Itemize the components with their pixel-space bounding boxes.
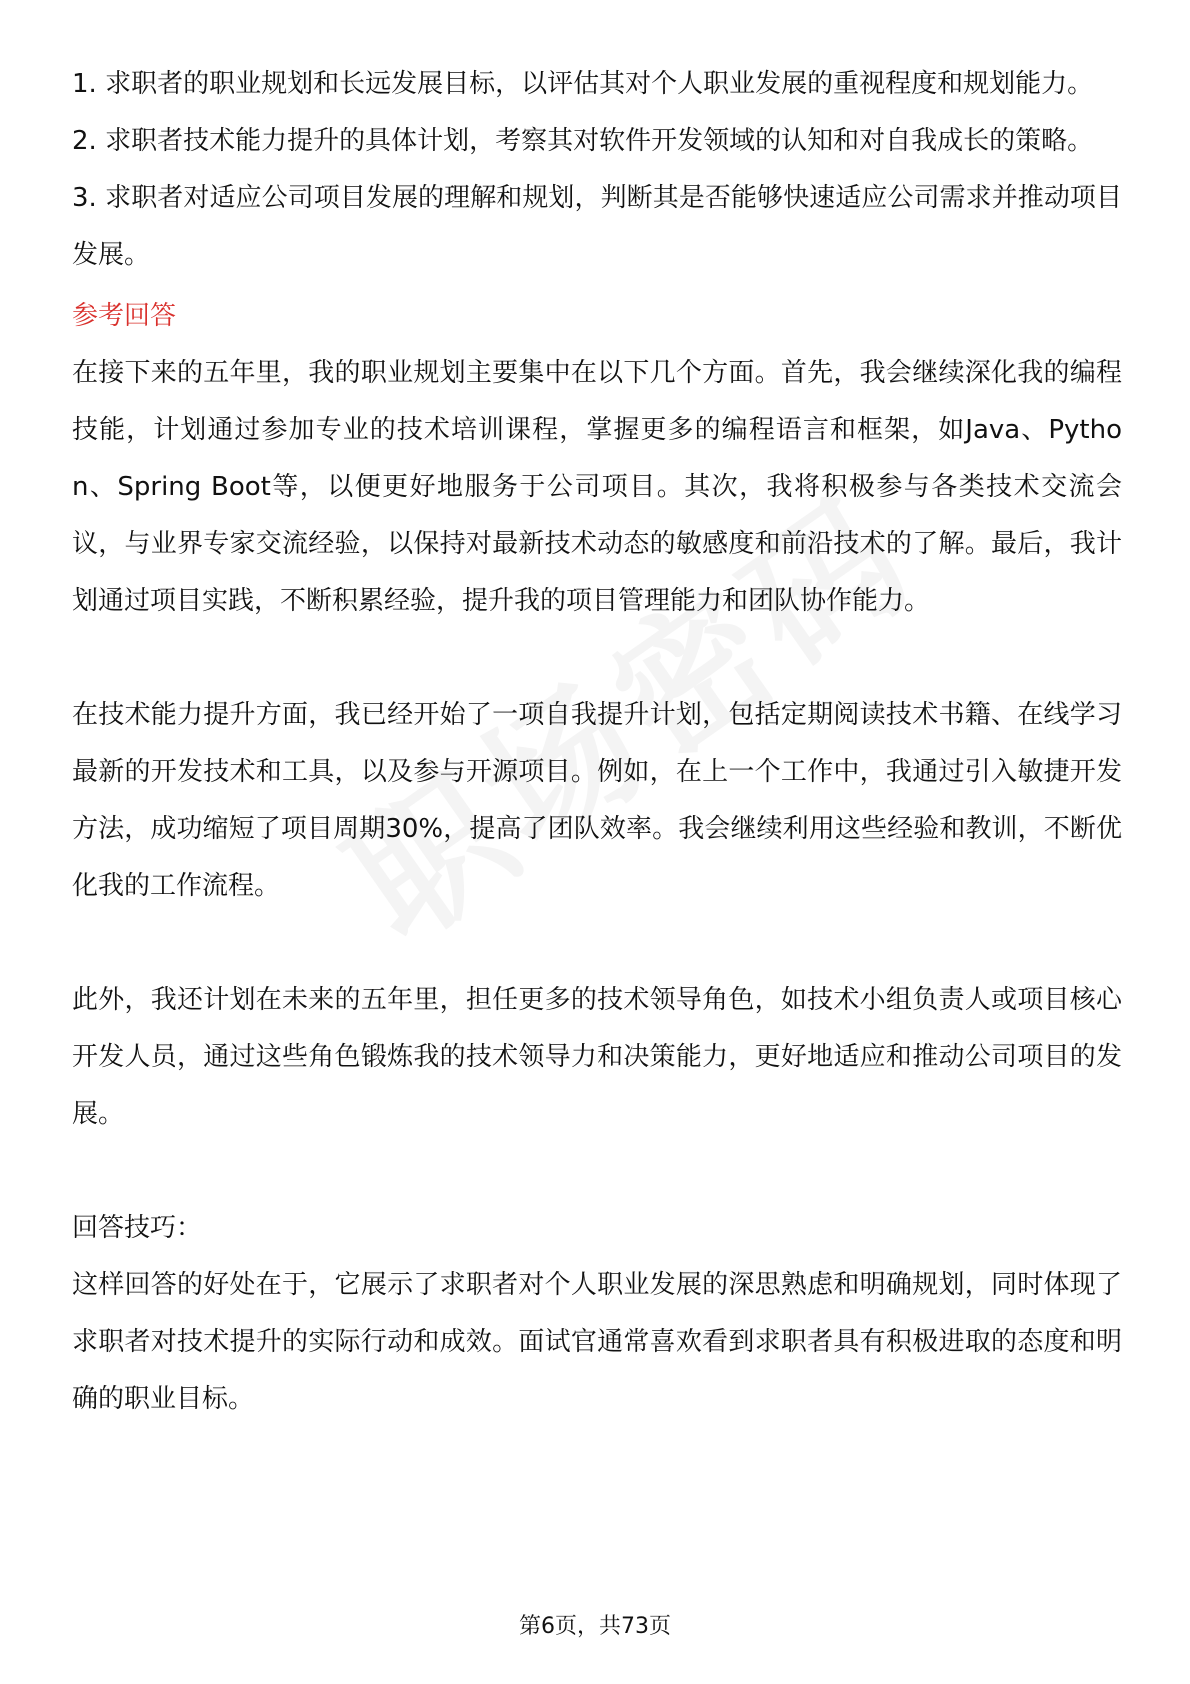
reference-paragraph-3: 此外，我还计划在未来的五年里，担任更多的技术领导角色，如技术小组负责人或项目核心开发人员，通过这些角色锻炼我的技术领导力和决策能力，更好地适应和推动公司项目的发展。 xyxy=(72,985,1122,1129)
document-page xyxy=(72,56,1122,1428)
reference-paragraph-1: 在接下来的五年里，我的职业规划主要集中在以下几个方面。首先，我会继续深化我的编程技能，计划通过参加专业的技术培训课程，掌握更多的编程语言和框架，如Java、Python、Spring Boot等，以便更好地服务于公司项目。其次，我将积极参与各类技术交流会议，与业界专家交流经验，以保持对最新技术动态的敏感度和前沿技术的了解。最后，我计划通过项目实践，不断积累经验，提升我的项目管理能力和团队协作能力。 xyxy=(72,358,1122,616)
spacer xyxy=(72,1143,1122,1200)
reference-paragraph-2: 在技术能力提升方面，我已经开始了一项自我提升计划，包括定期阅读技术书籍、在线学习最新的开发技术和工具，以及参与开源项目。例如，在上一个工作中，我通过引入敏捷开发方法，成功缩短了项目周期30%，提高了团队效率。我会继续利用这些经验和教训，不断优化我的工作流程。 xyxy=(72,700,1122,901)
criteria-item-2: 2. 求职者技术能力提升的具体计划，考察其对软件开发领域的认知和对自我成长的策略。 xyxy=(72,126,1094,156)
spacer xyxy=(72,630,1122,687)
page-number: 第6页，共73页 xyxy=(519,1614,671,1639)
tips-title: 回答技巧： xyxy=(72,1213,203,1243)
spacer xyxy=(72,915,1122,972)
criteria-item-1: 1. 求职者的职业规划和长远发展目标，以评估其对个人职业发展的重视程度和规划能力。 xyxy=(72,69,1094,99)
tips-text: 这样回答的好处在于，它展示了求职者对个人职业发展的深思熟虑和明确规划，同时体现了求职者对技术提升的实际行动和成效。面试官通常喜欢看到求职者具有积极进取的态度和明确的职业目标。 xyxy=(72,1270,1122,1414)
criteria-item-3: 3. 求职者对适应公司项目发展的理解和规划，判断其是否能够快速适应公司需求并推动项目发展。 xyxy=(72,183,1122,270)
reference-answer-title: 参考回答 xyxy=(72,301,177,331)
